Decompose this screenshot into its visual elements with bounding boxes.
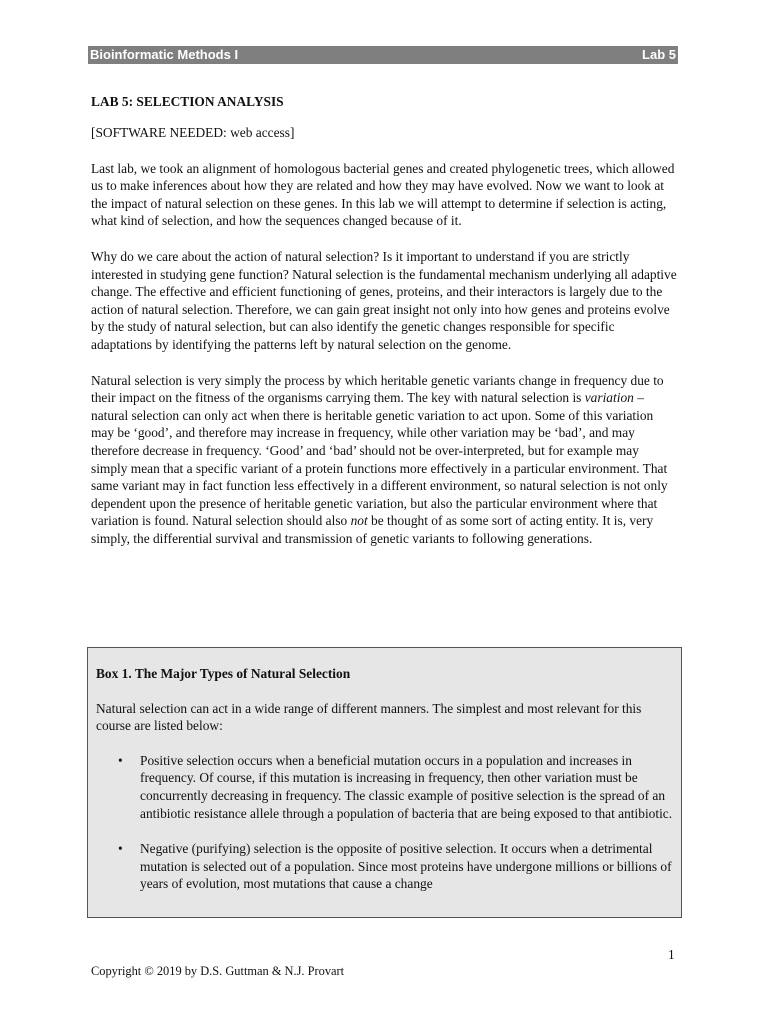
- paragraph-why-care: Why do we care about the action of natural selection? Is it important to understand if you are strictly interested in studying gene function? Natural selection is the fundamental mechanism underlying all adaptive change. The effective and efficient functioning of genes, proteins, and their interactors is largely due to the action of natural selection. Therefore, we can gain great insight not only into how genes and proteins evolve by the study of natural selection, but can also identify the genetic changes responsible for specific adaptations by identifying the patterns left by natural selection on the genome.: [91, 248, 677, 352]
- selection-types-box: [87, 647, 682, 918]
- header-course-title: Bioinformatic Methods I: [90, 47, 239, 62]
- box-title: Box 1. The Major Types of Natural Selection: [96, 666, 351, 681]
- selection-types-list: [96, 752, 673, 893]
- paragraph-text-segment: – natural selection can only act when there is heritable genetic variation to act upon. Some of this variation may be ‘good’, and therefore may increase in frequency, while other variation may be ‘bad’, and may therefore decrease in frequency. ‘Good’ and ‘bad’ should not be over-interpreted, but for example may simply mean that a specific variant of a protein functions more effectively in a particular environment. That same variant may in fact function less effectively in a different environment, so natural selection is not only dependent upon the presence of heritable genetic variation, but also the particular environment where that variation is found. Natural selection should also: [91, 390, 668, 529]
- emphasis-variation: variation: [584, 390, 634, 406]
- paragraph-intro: Last lab, we took an alignment of homologous bacterial genes and created phylogenetic trees, which allowed us to make inferences about how they are related and how they may have evolved. Now we want to look at the impact of natural selection on these genes. In this lab we will attempt to determine if selection is acting, what kind of selection, and how the sequences changed because of it.: [91, 160, 675, 229]
- list-item-negative-selection: • Negative (purifying) selection is the opposite of positive selection. It occurs when a detrimental mutation is selected out of a population. Since most proteins have undergone millions or billions of years of evolution, most mutations that cause a change: [96, 840, 673, 893]
- software-needed-note: [SOFTWARE NEEDED: web access]: [91, 125, 295, 140]
- paragraph-text-segment: Natural selection is very simply the process by which heritable genetic variants change in frequency due to their impact on the fitness of the organisms carrying them. The key with natural selection is: [91, 372, 664, 406]
- copyright-footer: Copyright © 2019 by D.S. Guttman & N.J. Provart: [91, 964, 345, 978]
- paragraph-natural-selection: [91, 372, 677, 548]
- header-lab-number: Lab 5: [642, 47, 676, 62]
- running-header: [88, 46, 678, 64]
- list-item-positive-selection: • Positive selection occurs when a beneficial mutation occurs in a population and increases in frequency. Of course, if this mutation is increasing in frequency, then other variation must be concurrently decreasing in frequency. The classic example of positive selection is the spread of an antibiotic resistance allele through a population of bacteria that are being exposed to that antibiotic.: [96, 752, 673, 822]
- page-number: 1: [668, 947, 675, 962]
- document-body: [91, 92, 677, 547]
- box-intro: Natural selection can act in a wide range of different manners. The simplest and most relevant for this course are listed below:: [96, 700, 642, 734]
- paragraph-text-segment: be thought of as some sort of acting entity. It is, very simply, the differential survival and transmission of genetic variants to following generations.: [91, 513, 654, 546]
- emphasis-not: not: [350, 513, 368, 529]
- page-title: LAB 5: SELECTION ANALYSIS: [91, 94, 284, 109]
